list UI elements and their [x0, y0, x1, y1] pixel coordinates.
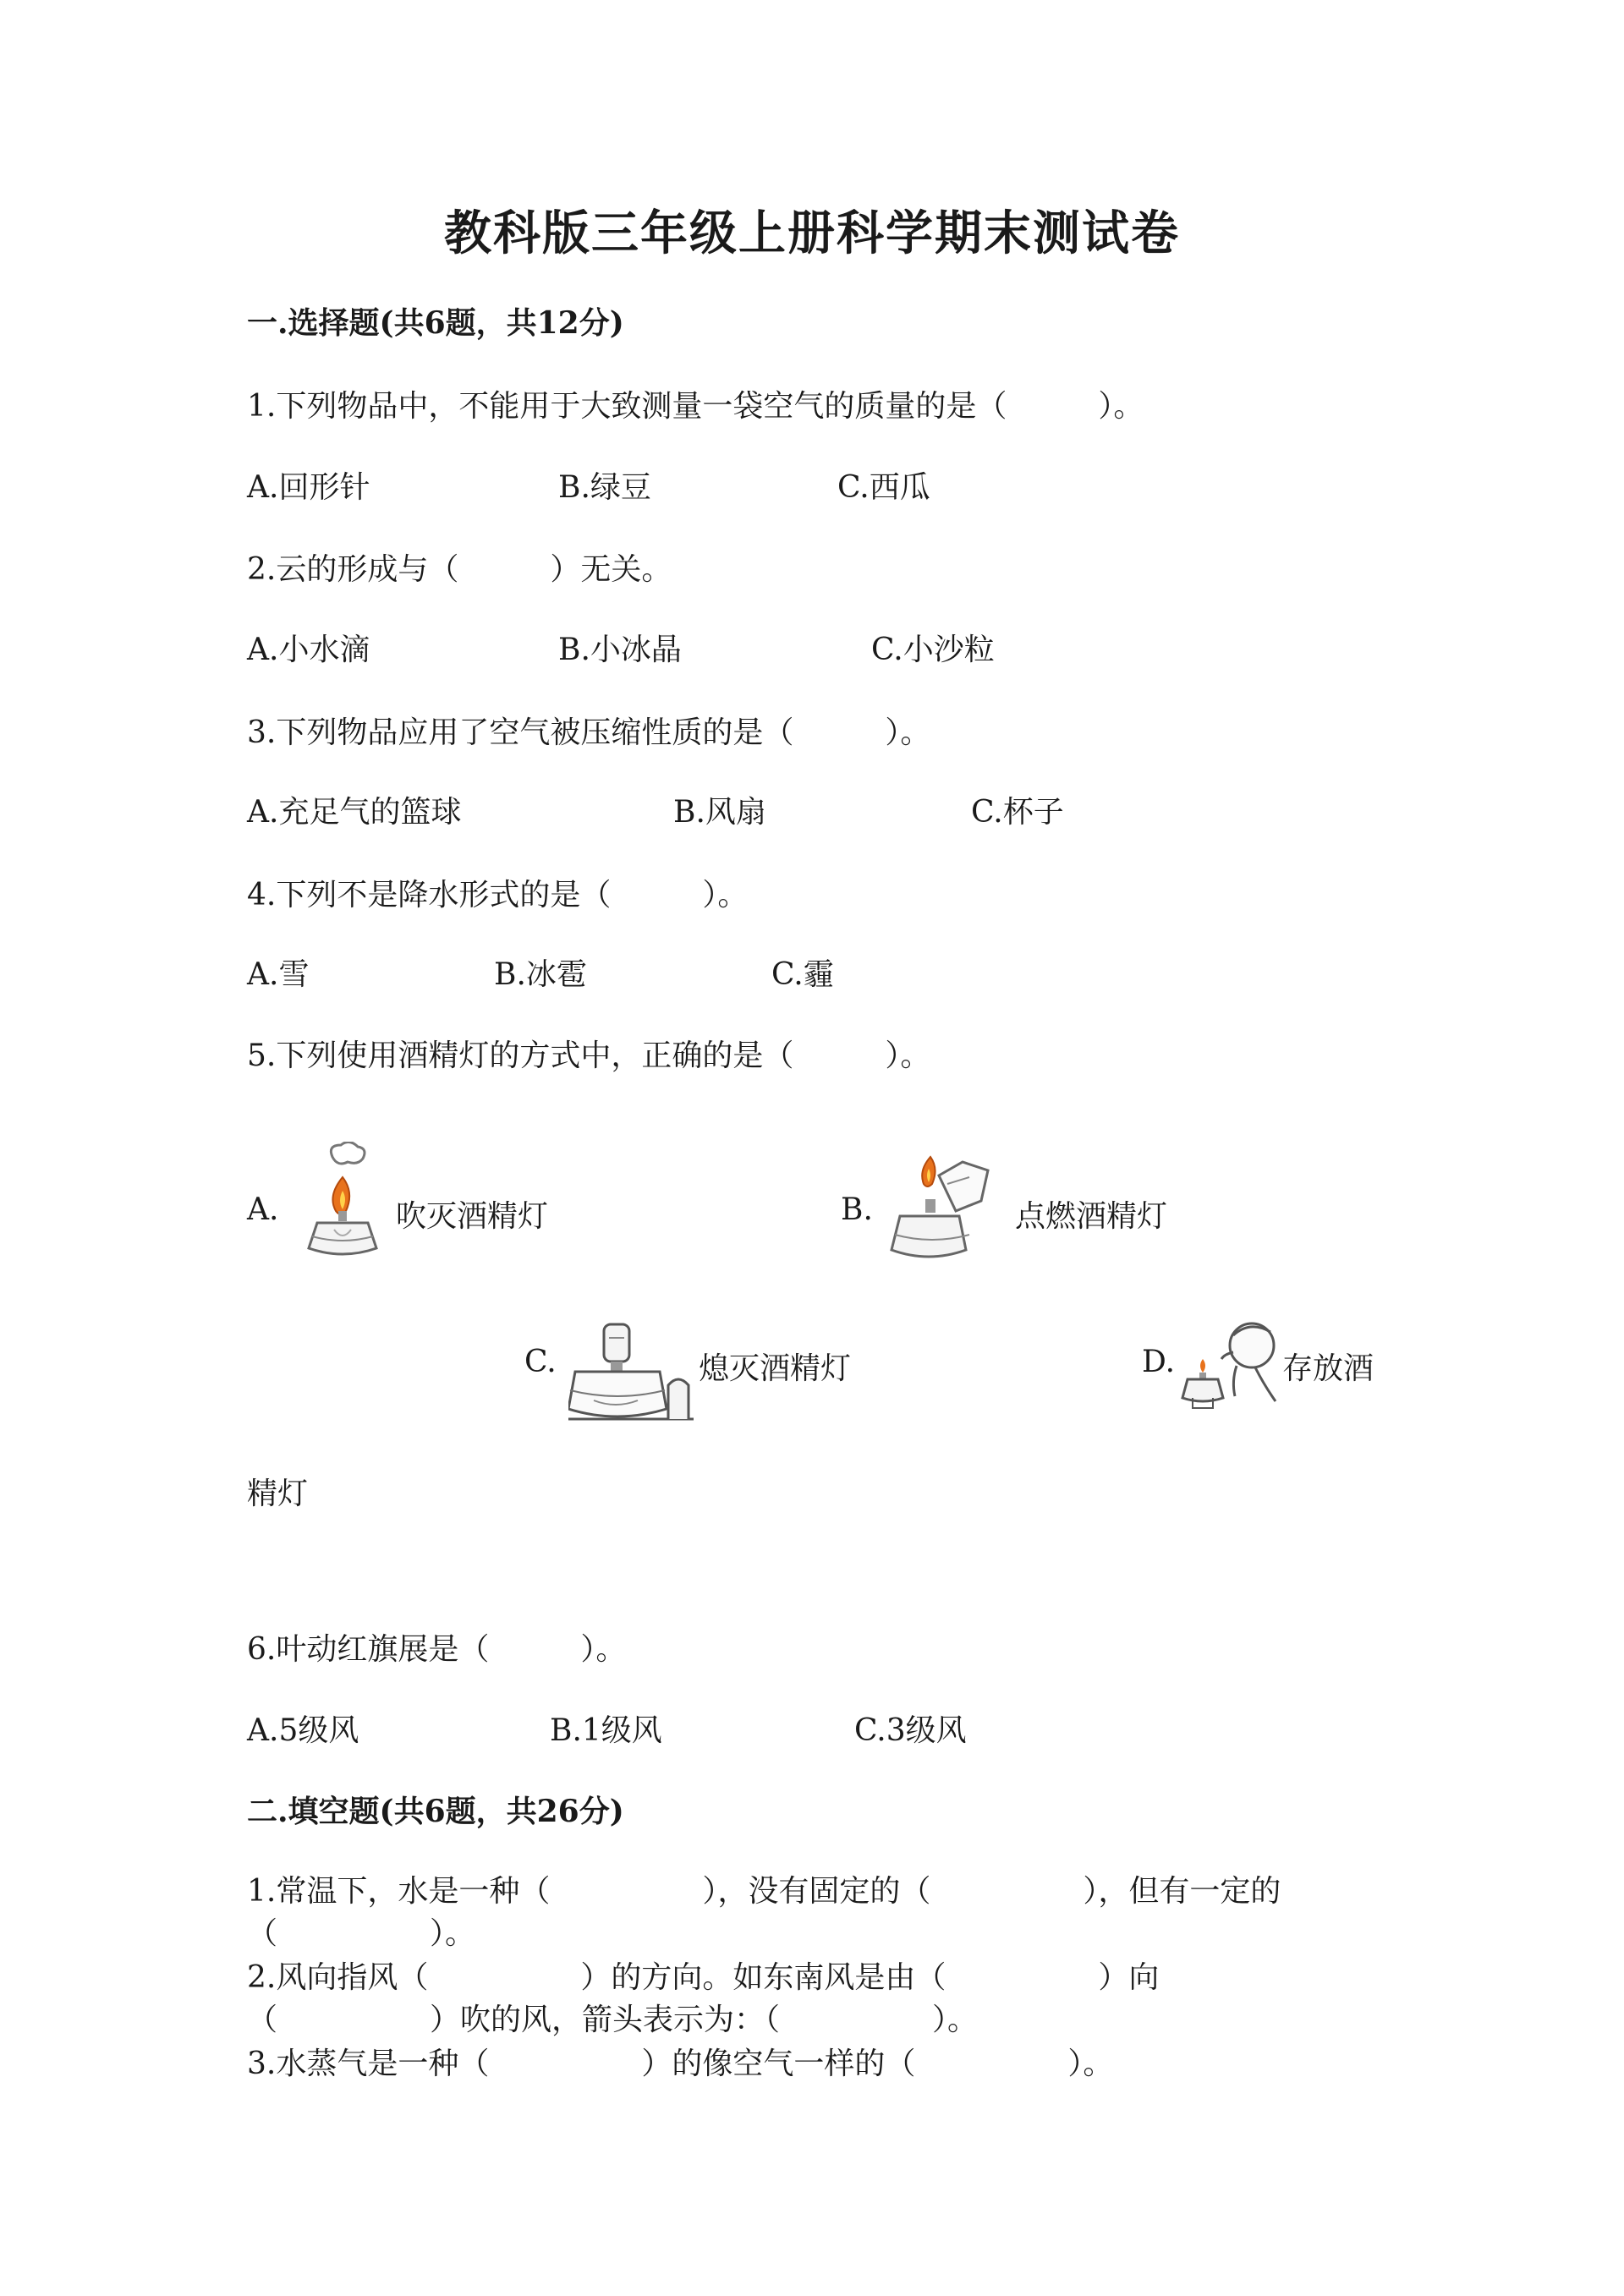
question-5: 5.下列使用酒精灯的方式中，正确的是（ ）。	[247, 1038, 931, 1073]
page-title: 教科版三年级上册科学期末测试卷	[444, 205, 1180, 261]
question-2: 2.云的形成与（ ）无关。	[247, 552, 672, 587]
question-4: 4.下列不是降水形式的是（ ）。	[247, 878, 749, 912]
q4-option-a: A.雪	[247, 957, 310, 992]
q5-option-c-label: 熄灭酒精灯	[699, 1351, 852, 1386]
section-heading-fill-blank: 二.填空题(共6题，共26分)	[247, 1794, 624, 1829]
q5-option-b-letter: B.	[841, 1192, 873, 1227]
q1-option-a: A.回形针	[247, 470, 370, 505]
q5-option-b-label: 点燃酒精灯	[1015, 1199, 1168, 1234]
q2-option-c: C.小沙粒	[871, 633, 995, 667]
section-heading-choice: 一.选择题(共6题，共12分)	[247, 305, 624, 341]
q2-option-b: B.小冰晶	[558, 633, 682, 667]
q3-option-a: A.充足气的篮球	[247, 795, 462, 830]
q5-option-d-label-wrap: 精灯	[247, 1477, 309, 1511]
fill-question-3-line-1: 3.水蒸气是一种（ ）的像空气一样的（ ）。	[247, 2047, 1114, 2081]
fill-question-2-line-2: （ ）吹的风，箭头表示为：（ ）。	[247, 2003, 979, 2037]
q1-option-b: B.绿豆	[558, 470, 651, 505]
q3-option-c: C.杯子	[971, 795, 1064, 830]
question-6: 6.叶动红旗展是（ ）。	[247, 1632, 627, 1667]
q4-option-c: C.霾	[771, 957, 834, 992]
q5-option-a-letter: A.	[247, 1192, 279, 1227]
q6-option-a: A.5级风	[247, 1713, 359, 1748]
blowing-out-lamp-icon	[300, 1142, 385, 1269]
q5-option-a-label: 吹灭酒精灯	[396, 1199, 549, 1234]
fill-question-1-line-2: （ ）。	[247, 1916, 476, 1951]
q4-option-b: B.冰雹	[494, 957, 587, 992]
storing-lamp-icon	[1177, 1315, 1287, 1417]
q2-option-a: A.小水滴	[247, 633, 370, 667]
q5-option-d-letter: D.	[1142, 1345, 1176, 1379]
q5-option-d-label: 存放酒	[1282, 1351, 1374, 1386]
question-1: 1.下列物品中，不能用于大致测量一袋空气的质量的是（ ）。	[247, 389, 1144, 424]
q1-option-c: C.西瓜	[837, 470, 930, 505]
q6-option-b: B.1级风	[550, 1713, 662, 1748]
q3-option-b: B.风扇	[673, 795, 766, 830]
q5-option-c-letter: C.	[524, 1345, 557, 1379]
capping-lamp-icon	[568, 1319, 695, 1429]
q6-option-c: C.3级风	[854, 1713, 967, 1748]
fill-question-1-line-1: 1.常温下，水是一种（ ），没有固定的（ ），但有一定的	[247, 1874, 1281, 1909]
question-3: 3.下列物品应用了空气被压缩性质的是（ ）。	[247, 715, 931, 750]
fill-question-2-line-1: 2.风向指风（ ）的方向。如东南风是由（ ）向	[247, 1960, 1160, 1995]
lighting-lamp-icon	[888, 1150, 998, 1269]
